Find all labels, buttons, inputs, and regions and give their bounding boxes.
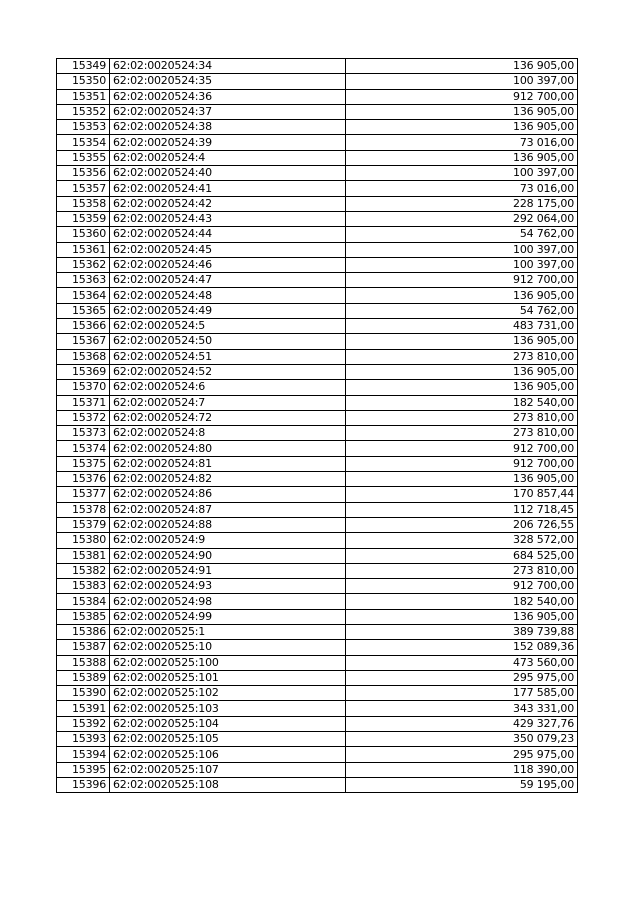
cadastral-number-cell: 62:02:0020524:81 bbox=[110, 456, 346, 471]
row-number-cell: 15380 bbox=[57, 533, 110, 548]
cadastral-number-cell: 62:02:0020525:104 bbox=[110, 716, 346, 731]
cadastral-number-cell: 62:02:0020524:50 bbox=[110, 334, 346, 349]
value-cell: 100 397,00 bbox=[346, 257, 578, 272]
row-number-cell: 15391 bbox=[57, 701, 110, 716]
cadastral-number-cell: 62:02:0020524:35 bbox=[110, 74, 346, 89]
row-number-cell: 15357 bbox=[57, 181, 110, 196]
table-row bbox=[57, 624, 578, 639]
table-row bbox=[57, 777, 578, 792]
table-row bbox=[57, 640, 578, 655]
row-number-cell: 15379 bbox=[57, 517, 110, 532]
table-row bbox=[57, 380, 578, 395]
cadastral-number-cell: 62:02:0020524:34 bbox=[110, 59, 346, 74]
value-cell: 118 390,00 bbox=[346, 762, 578, 777]
value-cell: 473 560,00 bbox=[346, 655, 578, 670]
row-number-cell: 15396 bbox=[57, 777, 110, 792]
row-number-cell: 15356 bbox=[57, 166, 110, 181]
value-cell: 136 905,00 bbox=[346, 472, 578, 487]
cadastral-number-cell: 62:02:0020524:72 bbox=[110, 410, 346, 425]
table-row bbox=[57, 211, 578, 226]
table-row bbox=[57, 59, 578, 74]
row-number-cell: 15355 bbox=[57, 150, 110, 165]
row-number-cell: 15366 bbox=[57, 319, 110, 334]
table-row bbox=[57, 410, 578, 425]
row-number-cell: 15368 bbox=[57, 349, 110, 364]
table-row bbox=[57, 502, 578, 517]
value-cell: 59 195,00 bbox=[346, 777, 578, 792]
value-cell: 136 905,00 bbox=[346, 334, 578, 349]
table-row bbox=[57, 686, 578, 701]
value-cell: 295 975,00 bbox=[346, 747, 578, 762]
cadastral-number-cell: 62:02:0020524:48 bbox=[110, 288, 346, 303]
row-number-cell: 15377 bbox=[57, 487, 110, 502]
row-number-cell: 15376 bbox=[57, 472, 110, 487]
cadastral-number-cell: 62:02:0020525:101 bbox=[110, 670, 346, 685]
cadastral-number-cell: 62:02:0020525:10 bbox=[110, 640, 346, 655]
table-row bbox=[57, 273, 578, 288]
table-row bbox=[57, 609, 578, 624]
cadastral-number-cell: 62:02:0020524:98 bbox=[110, 594, 346, 609]
value-cell: 136 905,00 bbox=[346, 59, 578, 74]
cadastral-number-cell: 62:02:0020524:80 bbox=[110, 441, 346, 456]
cadastral-number-cell: 62:02:0020524:51 bbox=[110, 349, 346, 364]
row-number-cell: 15372 bbox=[57, 410, 110, 425]
value-cell: 912 700,00 bbox=[346, 579, 578, 594]
table-row bbox=[57, 441, 578, 456]
table-row bbox=[57, 181, 578, 196]
cadastral-number-cell: 62:02:0020524:36 bbox=[110, 89, 346, 104]
row-number-cell: 15351 bbox=[57, 89, 110, 104]
row-number-cell: 15386 bbox=[57, 624, 110, 639]
row-number-cell: 15387 bbox=[57, 640, 110, 655]
value-cell: 136 905,00 bbox=[346, 150, 578, 165]
row-number-cell: 15352 bbox=[57, 104, 110, 119]
value-cell: 100 397,00 bbox=[346, 166, 578, 181]
table-row bbox=[57, 104, 578, 119]
value-cell: 295 975,00 bbox=[346, 670, 578, 685]
cadastral-number-cell: 62:02:0020524:41 bbox=[110, 181, 346, 196]
value-cell: 328 572,00 bbox=[346, 533, 578, 548]
table-row bbox=[57, 395, 578, 410]
cadastral-number-cell: 62:02:0020524:8 bbox=[110, 426, 346, 441]
table-row bbox=[57, 747, 578, 762]
table-row bbox=[57, 670, 578, 685]
value-cell: 206 726,55 bbox=[346, 517, 578, 532]
value-cell: 136 905,00 bbox=[346, 288, 578, 303]
table-row bbox=[57, 150, 578, 165]
value-cell: 273 810,00 bbox=[346, 349, 578, 364]
value-cell: 136 905,00 bbox=[346, 380, 578, 395]
value-cell: 54 762,00 bbox=[346, 227, 578, 242]
row-number-cell: 15361 bbox=[57, 242, 110, 257]
table-row bbox=[57, 517, 578, 532]
table-row bbox=[57, 89, 578, 104]
row-number-cell: 15388 bbox=[57, 655, 110, 670]
value-cell: 136 905,00 bbox=[346, 609, 578, 624]
row-number-cell: 15384 bbox=[57, 594, 110, 609]
cadastral-value-table bbox=[56, 58, 578, 793]
table-row bbox=[57, 701, 578, 716]
value-cell: 170 857,44 bbox=[346, 487, 578, 502]
value-cell: 912 700,00 bbox=[346, 441, 578, 456]
row-number-cell: 15360 bbox=[57, 227, 110, 242]
cadastral-number-cell: 62:02:0020524:91 bbox=[110, 563, 346, 578]
row-number-cell: 15385 bbox=[57, 609, 110, 624]
table-row bbox=[57, 655, 578, 670]
value-cell: 182 540,00 bbox=[346, 395, 578, 410]
cadastral-number-cell: 62:02:0020524:87 bbox=[110, 502, 346, 517]
value-cell: 152 089,36 bbox=[346, 640, 578, 655]
cadastral-number-cell: 62:02:0020524:82 bbox=[110, 472, 346, 487]
row-number-cell: 15392 bbox=[57, 716, 110, 731]
value-cell: 483 731,00 bbox=[346, 319, 578, 334]
value-cell: 343 331,00 bbox=[346, 701, 578, 716]
value-cell: 273 810,00 bbox=[346, 426, 578, 441]
row-number-cell: 15395 bbox=[57, 762, 110, 777]
cadastral-number-cell: 62:02:0020524:47 bbox=[110, 273, 346, 288]
value-cell: 100 397,00 bbox=[346, 242, 578, 257]
cadastral-number-cell: 62:02:0020524:44 bbox=[110, 227, 346, 242]
row-number-cell: 15358 bbox=[57, 196, 110, 211]
cadastral-number-cell: 62:02:0020524:45 bbox=[110, 242, 346, 257]
value-cell: 429 327,76 bbox=[346, 716, 578, 731]
row-number-cell: 15350 bbox=[57, 74, 110, 89]
value-cell: 684 525,00 bbox=[346, 548, 578, 563]
table-row bbox=[57, 319, 578, 334]
table-row bbox=[57, 196, 578, 211]
cadastral-number-cell: 62:02:0020525:102 bbox=[110, 686, 346, 701]
cadastral-number-cell: 62:02:0020524:37 bbox=[110, 104, 346, 119]
cadastral-number-cell: 62:02:0020524:38 bbox=[110, 120, 346, 135]
cadastral-number-cell: 62:02:0020525:108 bbox=[110, 777, 346, 792]
row-number-cell: 15375 bbox=[57, 456, 110, 471]
cadastral-number-cell: 62:02:0020525:1 bbox=[110, 624, 346, 639]
table-row bbox=[57, 242, 578, 257]
value-cell: 73 016,00 bbox=[346, 135, 578, 150]
table-row bbox=[57, 487, 578, 502]
cadastral-number-cell: 62:02:0020524:40 bbox=[110, 166, 346, 181]
table-row bbox=[57, 227, 578, 242]
value-cell: 54 762,00 bbox=[346, 303, 578, 318]
table-row bbox=[57, 594, 578, 609]
cadastral-number-cell: 62:02:0020524:99 bbox=[110, 609, 346, 624]
cadastral-number-cell: 62:02:0020525:106 bbox=[110, 747, 346, 762]
row-number-cell: 15383 bbox=[57, 579, 110, 594]
table-row bbox=[57, 166, 578, 181]
row-number-cell: 15354 bbox=[57, 135, 110, 150]
row-number-cell: 15373 bbox=[57, 426, 110, 441]
cadastral-number-cell: 62:02:0020524:43 bbox=[110, 211, 346, 226]
row-number-cell: 15349 bbox=[57, 59, 110, 74]
value-cell: 112 718,45 bbox=[346, 502, 578, 517]
value-cell: 177 585,00 bbox=[346, 686, 578, 701]
cadastral-number-cell: 62:02:0020525:107 bbox=[110, 762, 346, 777]
value-cell: 912 700,00 bbox=[346, 273, 578, 288]
cadastral-number-cell: 62:02:0020524:39 bbox=[110, 135, 346, 150]
row-number-cell: 15374 bbox=[57, 441, 110, 456]
table-row bbox=[57, 135, 578, 150]
row-number-cell: 15365 bbox=[57, 303, 110, 318]
row-number-cell: 15369 bbox=[57, 364, 110, 379]
cadastral-number-cell: 62:02:0020524:93 bbox=[110, 579, 346, 594]
cadastral-number-cell: 62:02:0020524:7 bbox=[110, 395, 346, 410]
row-number-cell: 15390 bbox=[57, 686, 110, 701]
row-number-cell: 15370 bbox=[57, 380, 110, 395]
cadastral-number-cell: 62:02:0020524:46 bbox=[110, 257, 346, 272]
table-row bbox=[57, 533, 578, 548]
value-cell: 350 079,23 bbox=[346, 732, 578, 747]
cadastral-number-cell: 62:02:0020524:52 bbox=[110, 364, 346, 379]
cadastral-number-cell: 62:02:0020524:49 bbox=[110, 303, 346, 318]
table-row bbox=[57, 364, 578, 379]
table-row bbox=[57, 334, 578, 349]
table-row bbox=[57, 288, 578, 303]
table-row bbox=[57, 579, 578, 594]
table-body bbox=[57, 59, 578, 793]
cadastral-number-cell: 62:02:0020524:42 bbox=[110, 196, 346, 211]
value-cell: 182 540,00 bbox=[346, 594, 578, 609]
table-row bbox=[57, 303, 578, 318]
value-cell: 136 905,00 bbox=[346, 120, 578, 135]
table-row bbox=[57, 762, 578, 777]
cadastral-number-cell: 62:02:0020524:6 bbox=[110, 380, 346, 395]
value-cell: 136 905,00 bbox=[346, 104, 578, 119]
table-row bbox=[57, 548, 578, 563]
table-row bbox=[57, 456, 578, 471]
value-cell: 273 810,00 bbox=[346, 563, 578, 578]
row-number-cell: 15371 bbox=[57, 395, 110, 410]
table-row bbox=[57, 257, 578, 272]
value-cell: 292 064,00 bbox=[346, 211, 578, 226]
table-row bbox=[57, 120, 578, 135]
cadastral-number-cell: 62:02:0020524:5 bbox=[110, 319, 346, 334]
value-cell: 389 739,88 bbox=[346, 624, 578, 639]
row-number-cell: 15378 bbox=[57, 502, 110, 517]
table-row bbox=[57, 563, 578, 578]
cadastral-number-cell: 62:02:0020524:88 bbox=[110, 517, 346, 532]
table-row bbox=[57, 349, 578, 364]
cadastral-number-cell: 62:02:0020524:9 bbox=[110, 533, 346, 548]
row-number-cell: 15382 bbox=[57, 563, 110, 578]
table-row bbox=[57, 472, 578, 487]
table-row bbox=[57, 74, 578, 89]
row-number-cell: 15367 bbox=[57, 334, 110, 349]
table-row bbox=[57, 716, 578, 731]
cadastral-number-cell: 62:02:0020525:105 bbox=[110, 732, 346, 747]
table-row bbox=[57, 426, 578, 441]
cadastral-number-cell: 62:02:0020525:100 bbox=[110, 655, 346, 670]
row-number-cell: 15394 bbox=[57, 747, 110, 762]
row-number-cell: 15362 bbox=[57, 257, 110, 272]
row-number-cell: 15359 bbox=[57, 211, 110, 226]
row-number-cell: 15393 bbox=[57, 732, 110, 747]
value-cell: 136 905,00 bbox=[346, 364, 578, 379]
value-cell: 100 397,00 bbox=[346, 74, 578, 89]
value-cell: 228 175,00 bbox=[346, 196, 578, 211]
row-number-cell: 15364 bbox=[57, 288, 110, 303]
value-cell: 273 810,00 bbox=[346, 410, 578, 425]
row-number-cell: 15353 bbox=[57, 120, 110, 135]
cadastral-number-cell: 62:02:0020524:4 bbox=[110, 150, 346, 165]
cadastral-number-cell: 62:02:0020525:103 bbox=[110, 701, 346, 716]
value-cell: 73 016,00 bbox=[346, 181, 578, 196]
cadastral-number-cell: 62:02:0020524:86 bbox=[110, 487, 346, 502]
table-row bbox=[57, 732, 578, 747]
row-number-cell: 15363 bbox=[57, 273, 110, 288]
row-number-cell: 15381 bbox=[57, 548, 110, 563]
row-number-cell: 15389 bbox=[57, 670, 110, 685]
cadastral-number-cell: 62:02:0020524:90 bbox=[110, 548, 346, 563]
value-cell: 912 700,00 bbox=[346, 456, 578, 471]
value-cell: 912 700,00 bbox=[346, 89, 578, 104]
